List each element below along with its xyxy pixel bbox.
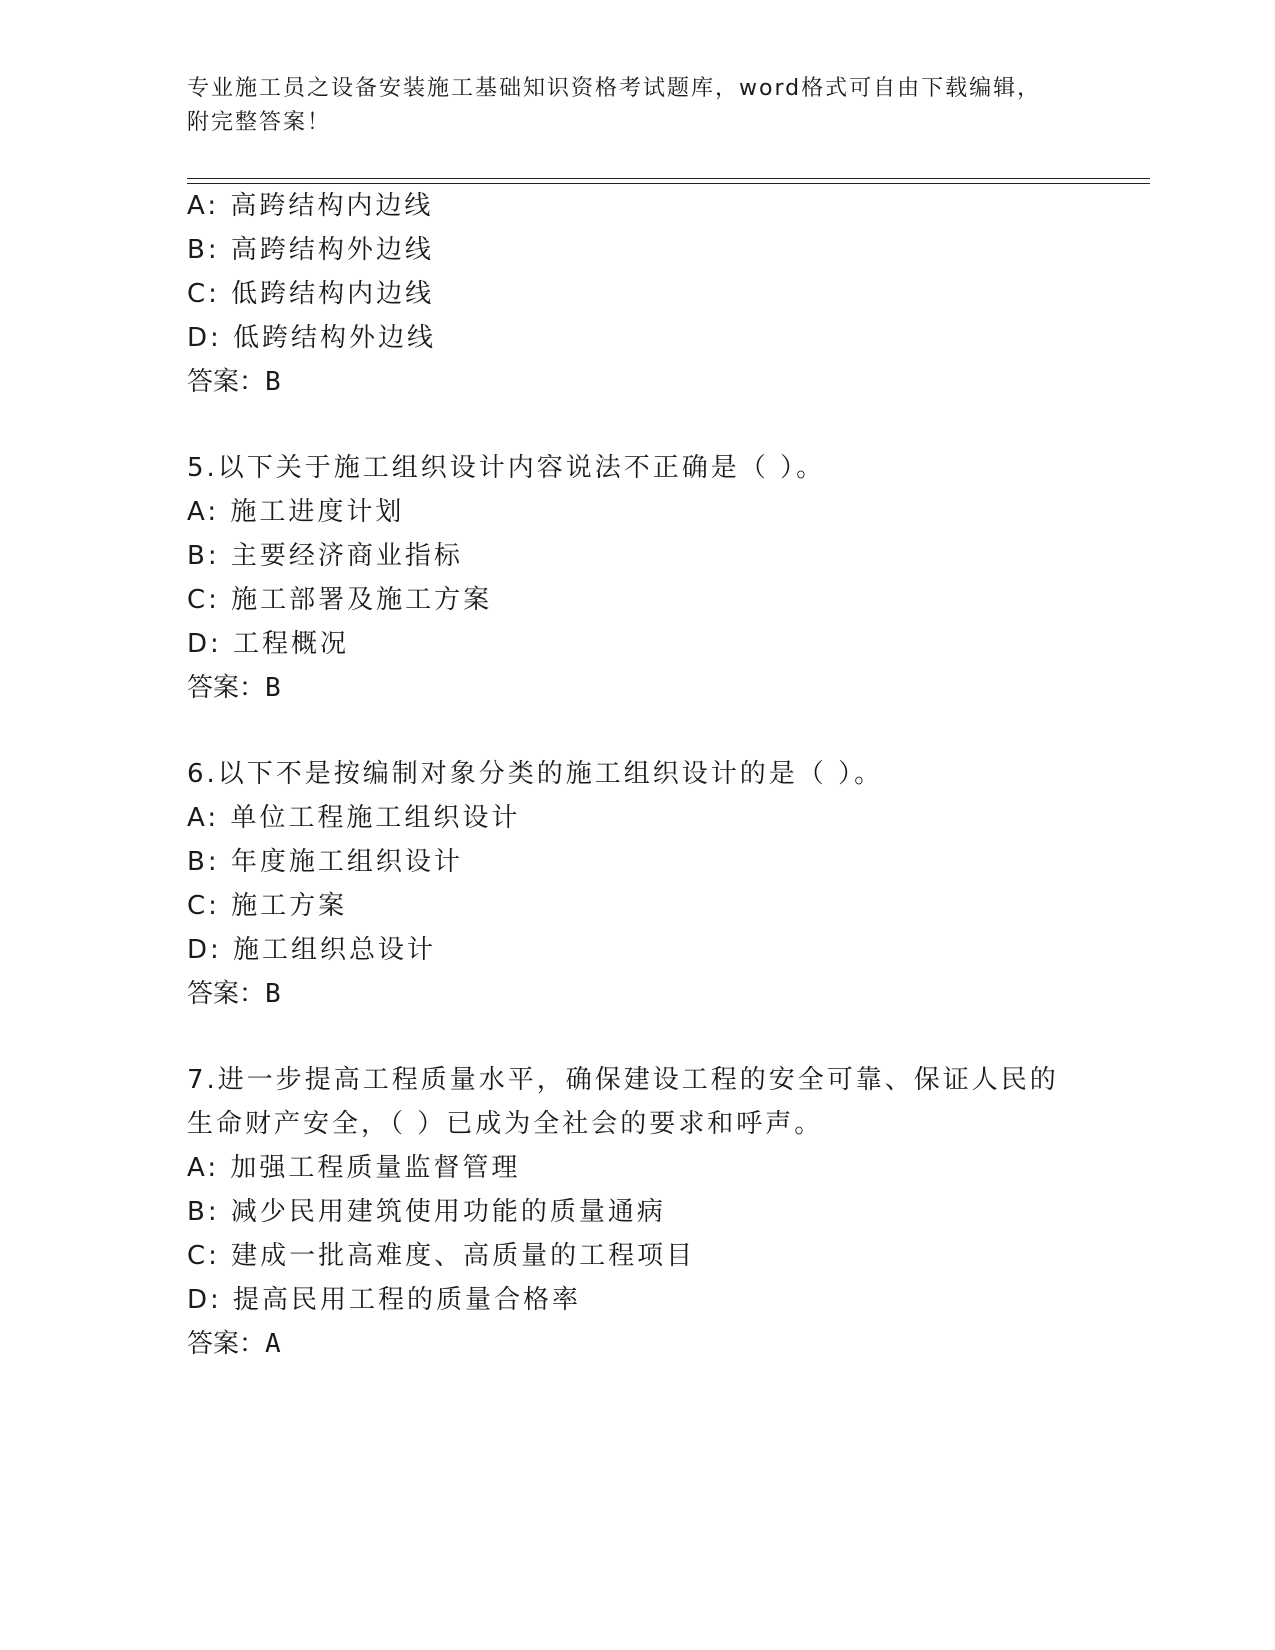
q6-option-d: D: 施工组织总设计 <box>187 935 437 965</box>
header-line-1: 专业施工员之设备安装施工基础知识资格考试题库，word格式可自由下载编辑， <box>187 76 1042 101</box>
q7-option-a: A: 加强工程质量监督管理 <box>187 1153 521 1183</box>
answer-value: B <box>265 367 281 397</box>
header-line-2: 附完整答案！ <box>187 110 332 135</box>
answer-value: B <box>265 979 281 1009</box>
q5-option-a: A: 施工进度计划 <box>187 497 405 527</box>
answer-label: 答案： <box>187 979 266 1009</box>
q7-option-d: D: 提高民用工程的质量合格率 <box>187 1285 582 1315</box>
q5-answer <box>187 672 281 704</box>
q6-answer <box>187 978 281 1010</box>
answer-label: 答案： <box>187 1329 266 1359</box>
q7-option-b: B: 减少民用建筑使用功能的质量通病 <box>187 1197 666 1227</box>
q4-answer <box>187 366 281 398</box>
q6-option-a: A: 单位工程施工组织设计 <box>187 803 521 833</box>
q5-option-b: B: 主要经济商业指标 <box>187 541 463 571</box>
header-divider-bottom <box>187 183 1150 184</box>
q7-question-line-2: 生命财产安全，（ ）已成为全社会的要求和呼声。 <box>187 1109 824 1139</box>
q6-option-c: C: 施工方案 <box>187 891 348 921</box>
q5-question: 5.以下关于施工组织设计内容说法不正确是（ ）。 <box>187 453 826 483</box>
answer-value: A <box>265 1329 281 1359</box>
q7-answer <box>187 1328 281 1360</box>
q4-option-d: D: 低跨结构外边线 <box>187 323 437 353</box>
q6-option-b: B: 年度施工组织设计 <box>187 847 463 877</box>
answer-label: 答案： <box>187 367 266 397</box>
q7-option-c: C: 建成一批高难度、高质量的工程项目 <box>187 1241 696 1271</box>
answer-value: B <box>265 673 281 703</box>
q4-option-a: A: 高跨结构内边线 <box>187 191 434 221</box>
q4-option-b: B: 高跨结构外边线 <box>187 235 434 265</box>
q6-question: 6.以下不是按编制对象分类的施工组织设计的是（ ）。 <box>187 759 884 789</box>
document-header <box>187 72 1067 140</box>
q7-question-line-1: 7.进一步提高工程质量水平，确保建设工程的安全可靠、保证人民的 <box>187 1065 1059 1095</box>
answer-label: 答案： <box>187 673 266 703</box>
header-divider-top <box>187 178 1150 179</box>
q5-option-c: C: 施工部署及施工方案 <box>187 585 493 615</box>
q5-option-d: D: 工程概况 <box>187 629 350 659</box>
q4-option-c: C: 低跨结构内边线 <box>187 279 435 309</box>
